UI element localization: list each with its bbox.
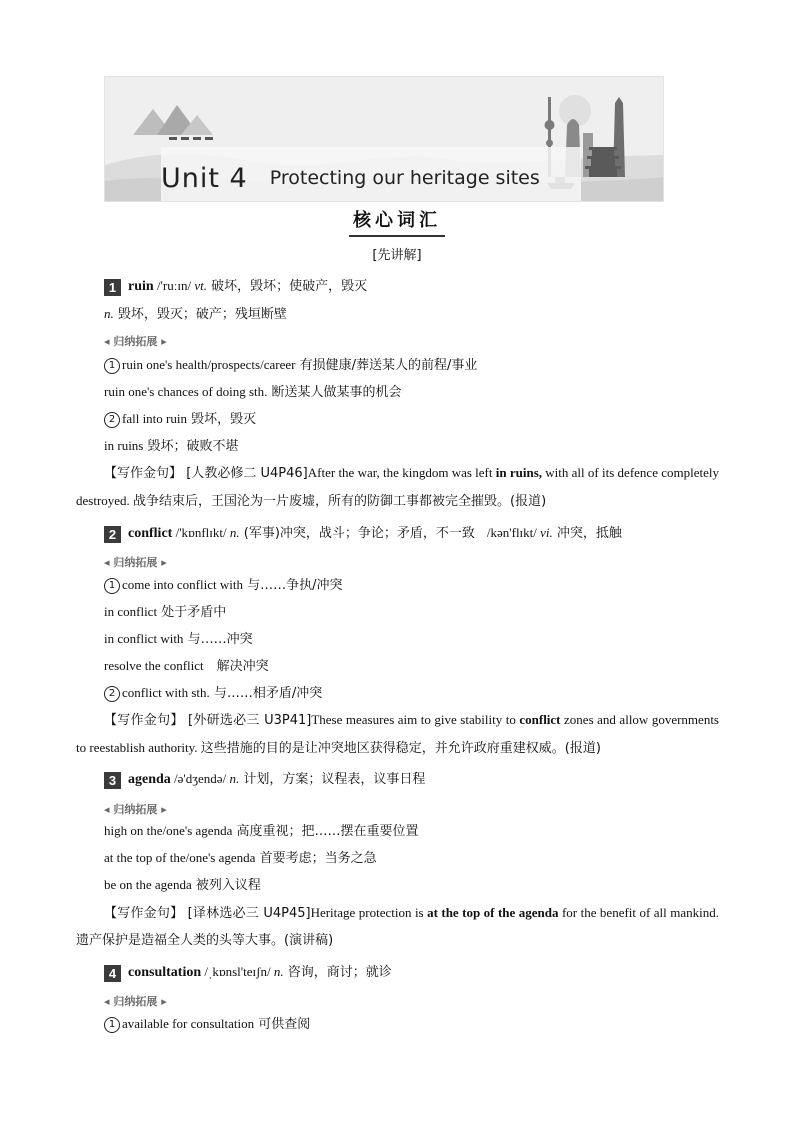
entry-number-badge: 3 bbox=[104, 772, 121, 789]
sub-label: [先讲解] bbox=[372, 248, 422, 263]
entry-1-example-3 bbox=[104, 410, 256, 429]
circled-number: 2 bbox=[104, 686, 120, 702]
phonetic: /kən'flɪkt/ bbox=[486, 525, 541, 540]
entry-4-example-1 bbox=[104, 1015, 310, 1034]
entry-2-headword bbox=[104, 524, 622, 543]
part-of-speech: n. bbox=[104, 306, 114, 321]
example-cn: 有损健康/葬送某人的前程/事业 bbox=[295, 358, 478, 373]
golden-sentence-en: Heritage protection is bbox=[310, 905, 428, 920]
phonetic: /'ruːɪn/ bbox=[153, 278, 195, 293]
example-en: come into conflict with bbox=[122, 577, 243, 592]
golden-sentence-label: 【写作金句】 bbox=[104, 713, 184, 728]
golden-sentence-source: [译林选必三 U4P45] bbox=[183, 906, 311, 921]
golden-sentence-cn: 这些措施的目的是让冲突地区获得稳定，并允许政府重建权威。(报道) bbox=[200, 741, 601, 756]
example-cn: 高度重视；把……摆在重要位置 bbox=[232, 824, 419, 839]
example-en: ruin one's health/prospects/career bbox=[122, 357, 296, 372]
golden-sentence-en: These measures aim to give stability to bbox=[311, 712, 520, 727]
summary-label: ◂ 归纳拓展 ▸ bbox=[104, 995, 167, 1008]
example-en: in ruins bbox=[104, 438, 144, 453]
golden-sentence-cn: 战争结束后，王国沦为一片废墟，所有的防御工事都被完全摧毁。(报道) bbox=[133, 494, 547, 509]
example-en: be on the agenda bbox=[104, 877, 192, 892]
example-cn: 断送某人做某事的机会 bbox=[267, 385, 402, 400]
golden-sentence-en: with all of its defence completely destroyed. bbox=[76, 465, 719, 508]
headword: ruin bbox=[128, 279, 154, 294]
golden-sentence-cn: 遗产保护是造福全人类的头等大事。(演讲稿) bbox=[76, 933, 334, 948]
example-cn: 毁坏，毁灭 bbox=[187, 412, 257, 427]
example-cn: 首要考虑；当务之急 bbox=[255, 851, 377, 866]
summary-label-text: 归纳拓展 bbox=[113, 803, 158, 816]
summary-label-text: 归纳拓展 bbox=[113, 556, 158, 569]
circled-number: 2 bbox=[104, 412, 120, 428]
entry-2-example-5 bbox=[104, 684, 322, 703]
phonetic: /ə'dʒendə/ bbox=[170, 771, 230, 786]
entry-1-golden-sentence bbox=[76, 459, 719, 515]
summary-label-text: 归纳拓展 bbox=[113, 335, 158, 348]
circled-number: 1 bbox=[104, 358, 120, 374]
golden-sentence-label: 【写作金句】 bbox=[104, 466, 183, 481]
part-of-speech: vt. bbox=[194, 278, 207, 293]
part-of-speech: n. bbox=[229, 771, 240, 786]
example-cn: 可供查阅 bbox=[254, 1017, 311, 1032]
entry-1-example-1 bbox=[104, 356, 477, 375]
example-en: in conflict bbox=[104, 604, 158, 619]
headword: agenda bbox=[128, 772, 171, 787]
unit-topic: Protecting our heritage sites bbox=[269, 167, 540, 189]
example-en: conflict with sth. bbox=[122, 685, 210, 700]
golden-sentence-source: [人教必修二 U4P46] bbox=[182, 466, 308, 481]
entry-2-example-3 bbox=[104, 630, 253, 649]
example-cn: 被列入议程 bbox=[191, 878, 261, 893]
example-en: at the top of the/one's agenda bbox=[104, 850, 256, 865]
golden-sentence-highlight: conflict bbox=[519, 712, 561, 727]
entry-1-meaning-2 bbox=[104, 305, 287, 324]
entry-1-example-4 bbox=[104, 437, 239, 456]
example-cn: 与……争执/冲突 bbox=[242, 578, 343, 593]
golden-sentence-highlight: at the top of the agenda bbox=[427, 905, 559, 920]
circled-number: 1 bbox=[104, 1017, 120, 1033]
golden-sentence-en: zones and allow governments to reestablish authority. bbox=[76, 712, 719, 755]
entry-2-example-2 bbox=[104, 603, 226, 622]
section-title bbox=[0, 206, 794, 237]
phonetic: /'kɒnflɪkt/ bbox=[172, 525, 230, 540]
entry-2-example-1 bbox=[104, 576, 342, 595]
meaning: 计划，方案；议程表，议事日程 bbox=[239, 772, 426, 787]
entry-3-headword bbox=[104, 770, 425, 789]
phonetic: /ˌkɒnsl'teɪʃn/ bbox=[201, 964, 274, 979]
golden-sentence-label: 【写作金句】 bbox=[104, 906, 184, 921]
entry-1-headword bbox=[104, 277, 367, 296]
entry-2-example-4 bbox=[104, 657, 269, 676]
example-en: high on the/one's agenda bbox=[104, 823, 233, 838]
example-cn: 与……相矛盾/冲突 bbox=[209, 686, 323, 701]
banner-title bbox=[161, 155, 581, 201]
circled-number: 1 bbox=[104, 578, 120, 594]
entry-number-badge: 1 bbox=[104, 279, 121, 296]
meaning: (军事)冲突，战斗；争论；矛盾，不一致 bbox=[239, 526, 475, 541]
entry-3-golden-sentence bbox=[76, 899, 719, 954]
summary-label-text: 归纳拓展 bbox=[113, 995, 158, 1008]
entry-4-headword bbox=[104, 963, 392, 982]
example-cn: 处于矛盾中 bbox=[157, 605, 227, 620]
entry-2-golden-sentence bbox=[76, 706, 719, 762]
meaning: 冲突，抵触 bbox=[552, 526, 622, 541]
example-en: resolve the conflict bbox=[104, 658, 204, 673]
entry-number-badge: 2 bbox=[104, 526, 121, 543]
meaning: 毁坏，毁灭；破产；残垣断壁 bbox=[113, 307, 287, 322]
part-of-speech: vi. bbox=[540, 525, 553, 540]
meaning: 破坏，毁坏；使破产，毁灭 bbox=[206, 279, 368, 294]
example-en: available for consultation bbox=[122, 1016, 255, 1031]
golden-sentence-source: [外研选必三 U3P41] bbox=[183, 713, 312, 728]
entry-number-badge: 4 bbox=[104, 965, 121, 982]
headword: conflict bbox=[128, 526, 173, 541]
golden-sentence-en: After the war, the kingdom was left bbox=[307, 465, 496, 480]
unit-banner bbox=[104, 76, 664, 202]
golden-sentence-en: for the benefit of all mankind. bbox=[558, 905, 719, 920]
summary-label: ◂ 归纳拓展 ▸ bbox=[104, 803, 167, 816]
headword: consultation bbox=[128, 965, 202, 980]
example-en: ruin one's chances of doing sth. bbox=[104, 384, 268, 399]
summary-label: ◂ 归纳拓展 ▸ bbox=[104, 335, 167, 348]
example-en: in conflict with bbox=[104, 631, 184, 646]
entry-3-example-1 bbox=[104, 822, 418, 841]
entry-1-example-2 bbox=[104, 383, 402, 402]
part-of-speech: n. bbox=[229, 525, 240, 540]
summary-label: ◂ 归纳拓展 ▸ bbox=[104, 556, 167, 569]
example-cn: 解决冲突 bbox=[203, 659, 269, 674]
golden-sentence-highlight: in ruins, bbox=[495, 465, 543, 480]
example-cn: 毁坏；破败不堪 bbox=[143, 439, 239, 454]
entry-3-example-3 bbox=[104, 876, 261, 895]
example-en: fall into ruin bbox=[122, 411, 187, 426]
part-of-speech: n. bbox=[273, 964, 284, 979]
section-title-text: 核心词汇 bbox=[349, 206, 445, 237]
unit-label: Unit 4 bbox=[161, 162, 248, 194]
entry-3-example-2 bbox=[104, 849, 377, 868]
meaning: 咨询，商讨；就诊 bbox=[283, 965, 392, 980]
example-cn: 与……冲突 bbox=[183, 632, 253, 647]
